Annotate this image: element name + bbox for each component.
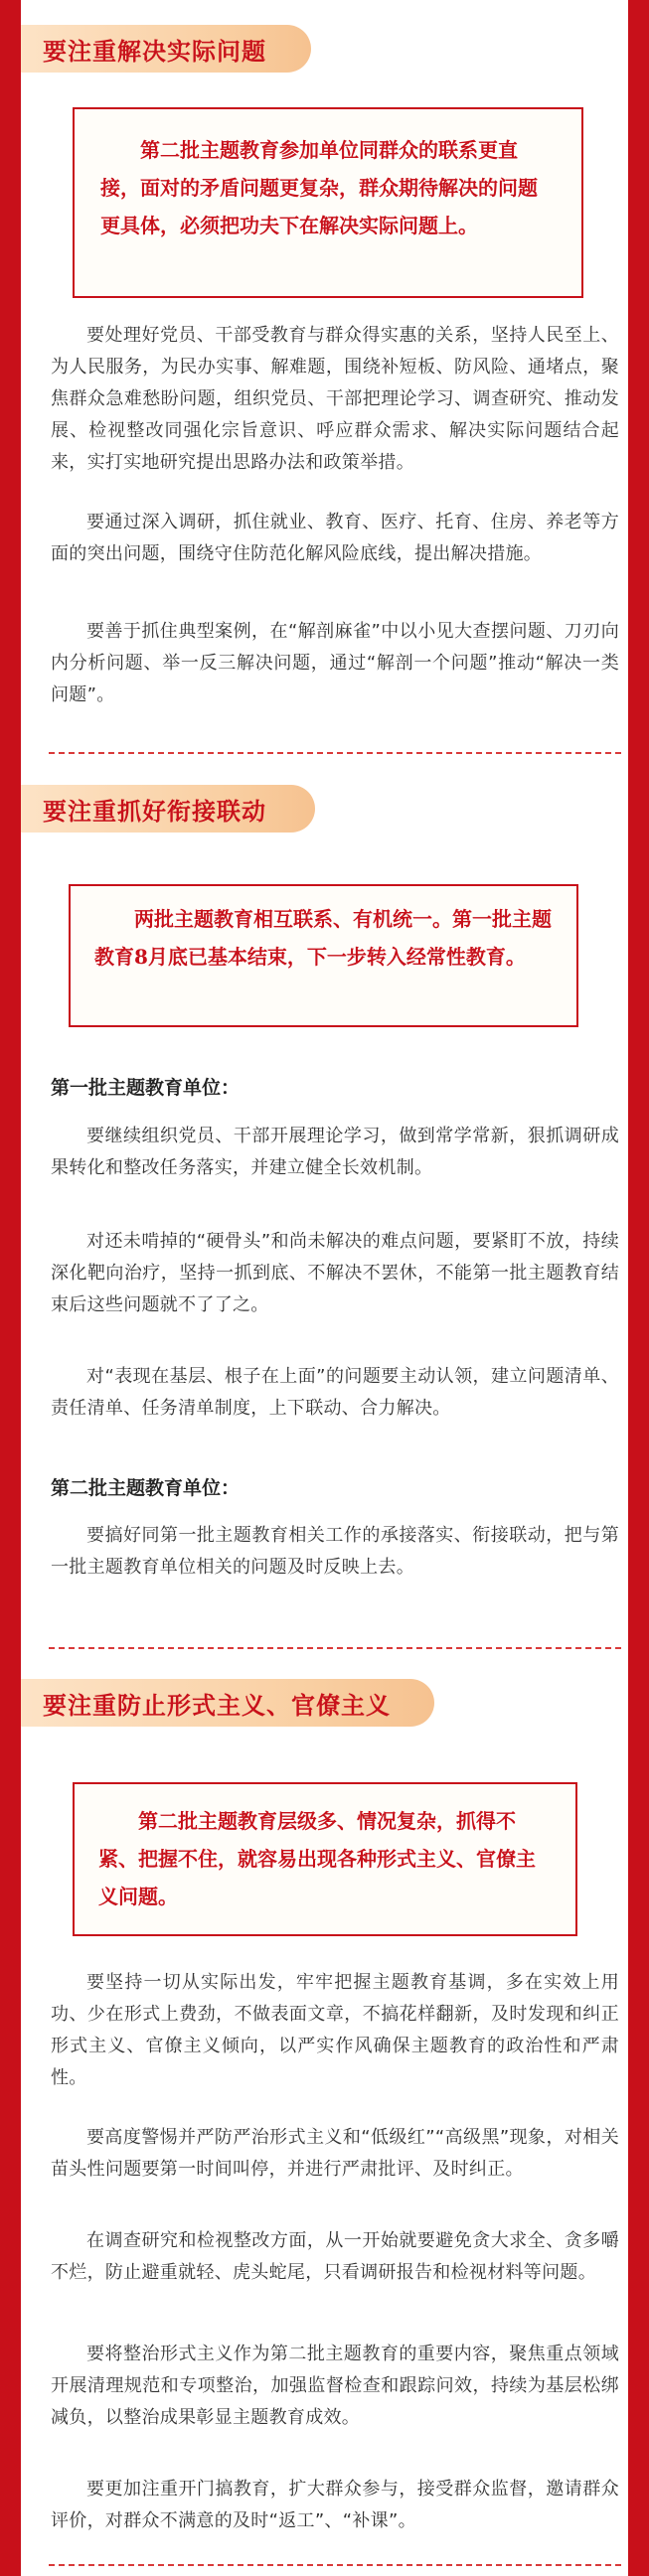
paragraph: 要高度警惕并严防严治形式主义和“低级红”“高级黑”现象，对相关苗头性问题要第一时间叫停，并进行严肃批评、及时纠正。 (51, 2127, 619, 2180)
paragraph: 要善于抓住典型案例，在“解剖麻雀”中以小见大查摆问题、刀刃向内分析问题、举一反三解决问题，通过“解剖一个问题”推动“解决一类问题”。 (51, 621, 619, 705)
highlight-quote-box: 第二批主题教育参加单位同群众的联系更直接，面对的矛盾问题更复杂，群众期待解决的问题更具体，必须把功夫下在解决实际问题上。 (73, 107, 583, 298)
paragraph: 要搞好同第一批主题教育相关工作的承接落实、衔接联动，把与第一批主题教育单位相关的问题及时反映上去。 (51, 1525, 619, 1578)
paragraph: 要将整治形式主义作为第二批主题教育的重要内容，聚焦重点领域开展清理规范和专项整治，加强监督检查和跟踪问效，持续为基层松绑减负，以整治成果彰显主题教育成效。 (51, 2344, 619, 2428)
section-heading: 要注重解决实际问题 (21, 25, 311, 73)
paragraph: 要处理好党员、干部受教育与群众得实惠的关系，坚持人民至上、为人民服务，为民办实事、解难题，围绕补短板、防风险、通堵点，聚焦群众急难愁盼问题，组织党员、干部把理论学习、调查研究、推动发展、检视整改同强化宗旨意识、呼应群众需求、解决实际问题结合起来，实打实地研究提出思路办法和政策举措。 (51, 325, 619, 473)
highlight-quote-box: 第二批主题教育层级多、情况复杂，抓得不紧、把握不住，就容易出现各种形式主义、官僚主义问题。 (73, 1782, 577, 1936)
article-body (21, 0, 628, 2576)
subheading-first-batch: 第一批主题教育单位： (51, 1077, 241, 1099)
paragraph: 要继续组织党员、干部开展理论学习，做到常学常新，狠抓调研成果转化和整改任务落实，并建立健全长效机制。 (51, 1126, 619, 1178)
paragraph: 对还未啃掉的“硬骨头”和尚未解决的难点问题，要紧盯不放，持续深化靶向治疗，坚持一抓到底、不解决不罢休，不能第一批主题教育结束后这些问题就不了了之。 (51, 1231, 619, 1315)
dashed-divider (49, 752, 621, 754)
paragraph: 在调查研究和检视整改方面，从一开始就要避免贪大求全、贪多嚼不烂，防止避重就轻、虎头蛇尾，只看调研报告和检视材料等问题。 (51, 2230, 619, 2283)
dashed-divider (49, 2564, 621, 2566)
highlight-quote-box: 两批主题教育相互联系、有机统一。第一批主题教育8月底已基本结束，下一步转入经常性教育。 (69, 884, 578, 1027)
paragraph: 要更加注重开门搞教育，扩大群众参与，接受群众监督，邀请群众评价，对群众不满意的及时“返工”、“补课”。 (51, 2479, 619, 2531)
left-red-border (0, 0, 21, 2576)
dashed-divider (49, 1647, 621, 1649)
paragraph: 要坚持一切从实际出发，牢牢把握主题教育基调，多在实效上用功、少在形式上费劲，不做表面文章，不搞花样翻新，及时发现和纠正形式主义、官僚主义倾向，以严实作风确保主题教育的政治性和严肃性。 (51, 1972, 619, 2088)
section-heading: 要注重防止形式主义、官僚主义 (21, 1679, 434, 1727)
subheading-second-batch: 第二批主题教育单位： (51, 1477, 241, 1499)
right-red-border (628, 0, 649, 2576)
section-heading: 要注重抓好衔接联动 (21, 785, 315, 833)
paragraph: 要通过深入调研，抓住就业、教育、医疗、托育、住房、养老等方面的突出问题，围绕守住防范化解风险底线，提出解决措施。 (51, 512, 619, 564)
paragraph: 对“表现在基层、根子在上面”的问题要主动认领，建立问题清单、责任清单、任务清单制度，上下联动、合力解决。 (51, 1366, 619, 1419)
